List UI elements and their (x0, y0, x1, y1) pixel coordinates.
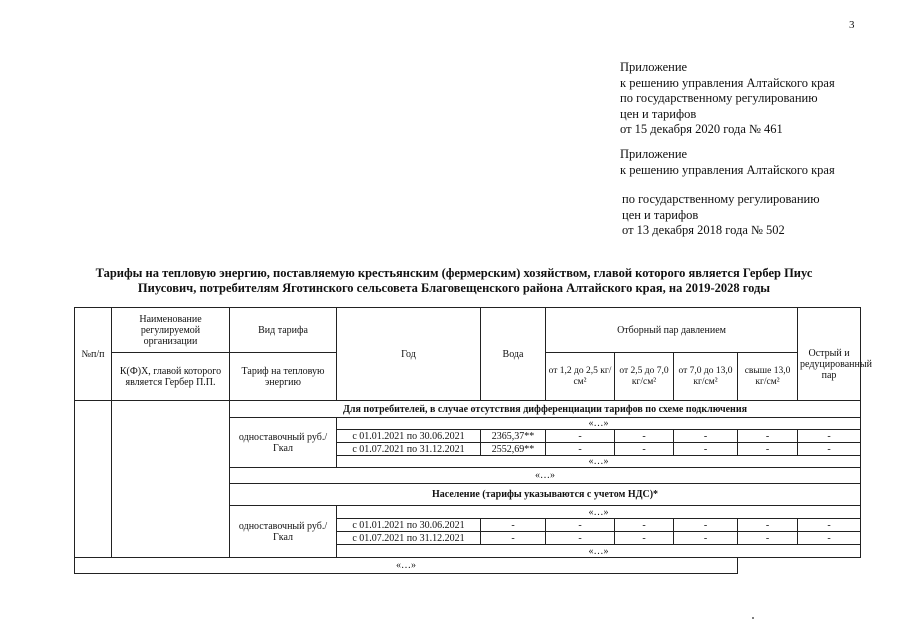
value-cell: - (674, 443, 738, 456)
appendix-line: по государственному регулированию (622, 192, 820, 206)
value-cell: - (546, 443, 615, 456)
appendix-line: к решению управления Алтайского края (620, 162, 835, 177)
value-cell: - (674, 430, 738, 443)
appendix-2020-block (620, 60, 835, 138)
appendix-2018-block-b (622, 192, 820, 239)
value-cell: - (615, 430, 674, 443)
value-cell: - (798, 519, 861, 532)
value-cell: - (738, 519, 798, 532)
value-cell: - (738, 532, 798, 545)
section2-title: Население (тарифы указываются с учетом НДС)* (230, 484, 861, 506)
col-header-steam-4: свыше 13,0 кг/см² (738, 353, 798, 401)
tariff-table (74, 307, 872, 574)
appendix-line: по государственному регулированию (620, 91, 818, 105)
section1-title: Для потребителей, в случае отсутствия дифференциации тарифов по схеме подключения (230, 401, 861, 418)
appendix-line: от 15 декабря 2020 года № 461 (620, 122, 783, 136)
period-cell: с 01.07.2021 по 31.12.2021 (337, 532, 481, 545)
value-cell: - (674, 519, 738, 532)
appendix-line: цен и тарифов (622, 207, 699, 222)
col-header-year: Год (337, 308, 481, 401)
value-cell: - (546, 519, 615, 532)
section2-ellipsis-top: «…» (337, 506, 861, 519)
title-line-2: Пиусович, потребителям Яготинского сельсовета Благовещенского района Алтайского края, на 2019-2028 годы (137, 281, 771, 295)
col-header-steam-1: от 1,2 до 2,5 кг/см² (546, 353, 615, 401)
col-header-num: №п/п (75, 308, 112, 401)
section1-ellipsis-bottom: «…» (337, 456, 861, 468)
appendix-line: от 13 декабря 2018 года № 502 (622, 223, 785, 237)
water-value: - (481, 519, 546, 532)
num-cell-continued (75, 401, 112, 558)
col-header-steam-3: от 7,0 до 13,0 кг/см² (674, 353, 738, 401)
section1-tariff-label: одноставочный руб./Гкал (230, 418, 337, 468)
appendix-line: Приложение (620, 60, 688, 74)
col-header-water: Вода (481, 308, 546, 401)
water-value: 2365,37** (481, 430, 546, 443)
col-header-sharp-steam: Острый и редуцированный пар (798, 308, 861, 401)
value-cell: - (546, 532, 615, 545)
value-cell: - (674, 532, 738, 545)
tariff-energy-label: Тариф на тепловую энергию (230, 353, 337, 401)
document-title (60, 266, 848, 296)
value-cell: - (798, 430, 861, 443)
value-cell: - (738, 430, 798, 443)
section2-ellipsis-after: «…» (75, 558, 738, 574)
title-line-1: Тарифы на тепловую энергию, поставляемую крестьянским (фермерским) хозяйством, главой которого является Гербер Пиус (95, 266, 813, 280)
col-header-steam: Отборный пар давлением (546, 308, 798, 353)
period-cell: с 01.01.2021 по 30.06.2021 (337, 519, 481, 532)
appendix-line: Приложение (620, 147, 688, 161)
org-name: К(Ф)Х, главой которого является Гербер П.П. (112, 353, 230, 401)
scan-dot (752, 617, 754, 619)
period-cell: с 01.07.2021 по 31.12.2021 (337, 443, 481, 456)
value-cell: - (615, 443, 674, 456)
appendix-line: к решению управления Алтайского края (620, 75, 835, 90)
value-cell: - (738, 443, 798, 456)
value-cell: - (615, 532, 674, 545)
water-value: - (481, 532, 546, 545)
appendix-2018-block-a (620, 147, 835, 178)
appendix-line: цен и тарифов (620, 106, 697, 121)
period-cell: с 01.01.2021 по 30.06.2021 (337, 430, 481, 443)
col-header-tariff-type: Вид тарифа (230, 308, 337, 353)
value-cell: - (546, 430, 615, 443)
col-header-steam-2: от 2,5 до 7,0 кг/см² (615, 353, 674, 401)
value-cell: - (798, 443, 861, 456)
value-cell: - (798, 532, 861, 545)
org-cell-continued (112, 401, 230, 558)
section1-ellipsis-after: «…» (230, 468, 861, 484)
section2-ellipsis-bottom: «…» (337, 545, 861, 558)
section2-tariff-label: одноставочный руб./Гкал (230, 506, 337, 558)
col-header-org: Наименование регулируемой организации (112, 308, 230, 353)
section1-ellipsis-top: «…» (337, 418, 861, 430)
page-number: 3 (849, 19, 855, 31)
value-cell: - (615, 519, 674, 532)
water-value: 2552,69** (481, 443, 546, 456)
